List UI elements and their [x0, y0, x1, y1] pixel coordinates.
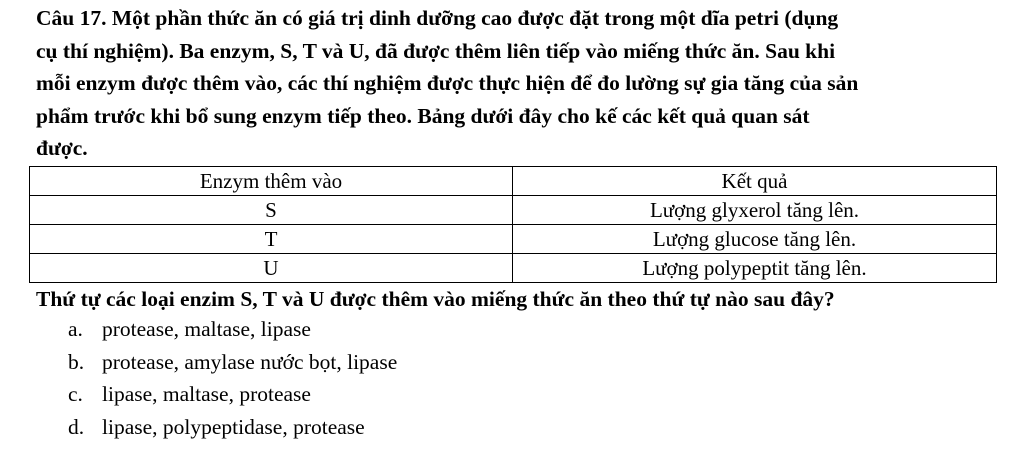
enzyme-cell: T [30, 225, 513, 254]
option-text: protease, maltase, lipase [102, 317, 311, 341]
answer-option-a[interactable] [68, 313, 397, 346]
question-line: cụ thí nghiệm). Ba enzym, S, T và U, đã được thêm liên tiếp vào miếng thức ăn. Sau khi [36, 38, 836, 63]
answer-option-d[interactable] [68, 411, 397, 444]
table-header-row [30, 167, 997, 196]
question-line: được. [36, 136, 88, 160]
option-text: lipase, polypeptidase, protease [102, 414, 365, 439]
header-result: Kết quả [513, 167, 997, 196]
question-text [36, 2, 996, 165]
question-prompt: Thứ tự các loại enzim S, T và U được thêm vào miếng thức ăn theo thứ tự nào sau đây? [36, 287, 835, 311]
result-cell: Lượng glucose tăng lên. [513, 225, 997, 254]
question-line: Câu 17. Một phần thức ăn có giá trị dinh dưỡng cao được đặt trong một dĩa petri (dụng [36, 6, 839, 30]
answer-options [68, 313, 397, 443]
enzyme-cell: S [30, 196, 513, 225]
option-letter: b. [68, 349, 85, 374]
option-text: protease, amylase nước bọt, lipase [102, 349, 398, 374]
answer-option-c[interactable] [68, 378, 397, 411]
option-letter: d. [68, 414, 85, 439]
option-text: lipase, maltase, protease [102, 382, 311, 406]
result-cell: Lượng polypeptit tăng lên. [513, 254, 997, 283]
enzyme-cell: U [30, 254, 513, 283]
option-letter: c. [68, 382, 83, 406]
result-cell: Lượng glyxerol tăng lên. [513, 196, 997, 225]
table-row [30, 225, 997, 254]
table-row [30, 254, 997, 283]
table-row [30, 196, 997, 225]
option-letter: a. [68, 317, 83, 341]
question-line: mỗi enzym được thêm vào, các thí nghiệm được thực hiện để đo lường sự gia tăng của sản [36, 71, 859, 95]
answer-option-b[interactable] [68, 346, 397, 379]
results-table [29, 166, 997, 283]
header-enzyme: Enzym thêm vào [30, 167, 513, 196]
question-line: phẩm trước khi bổ sung enzym tiếp theo. Bảng dưới đây cho kế các kết quả quan sát [36, 103, 810, 128]
